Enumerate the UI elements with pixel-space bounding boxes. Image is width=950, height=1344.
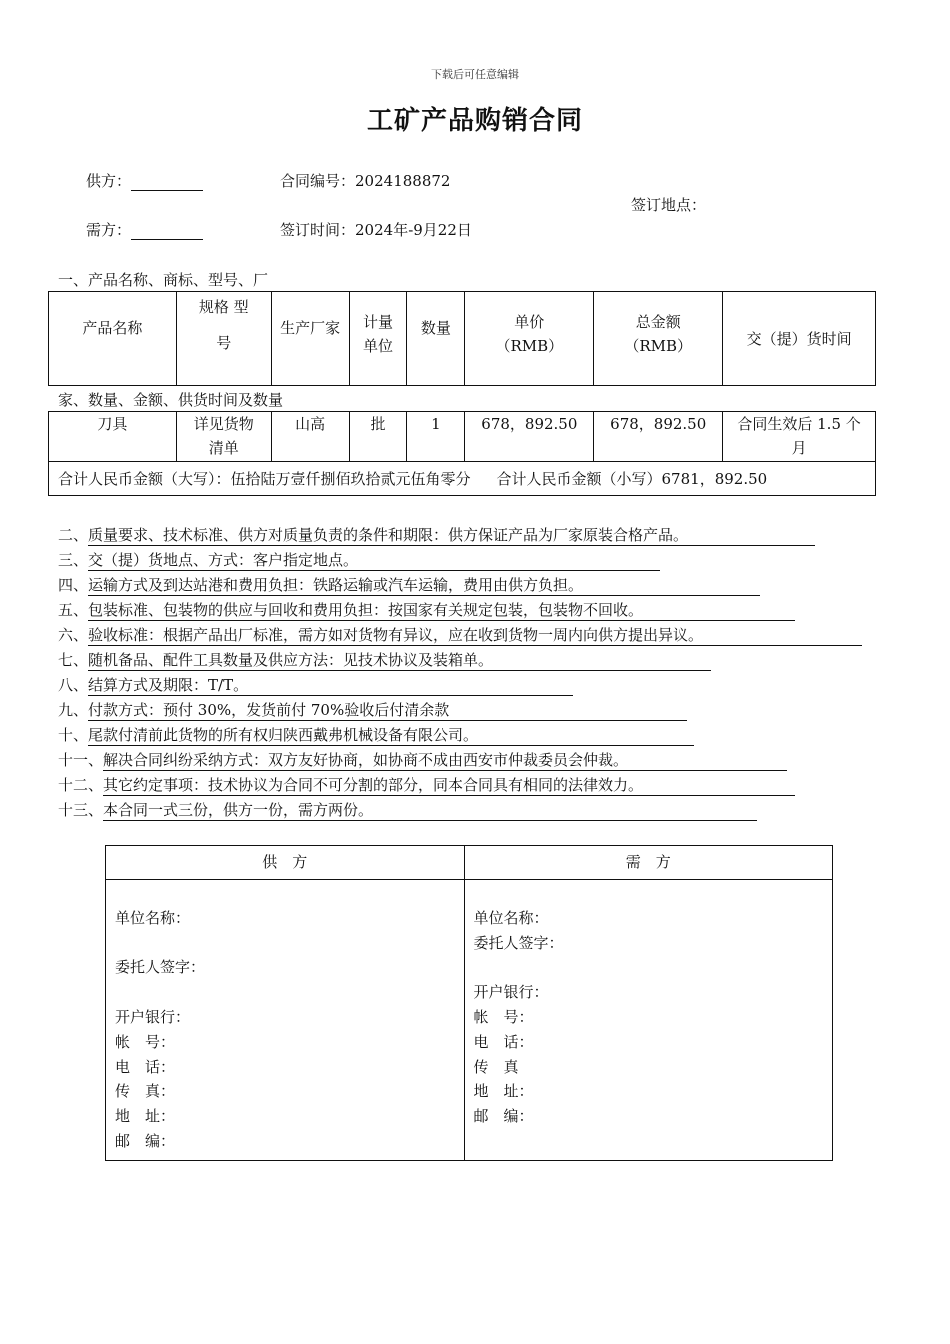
table-row [49, 412, 876, 462]
signature-field: 邮 编： [115, 1131, 176, 1150]
clause-number: 十、 [58, 726, 89, 744]
clause-number: 十二、 [58, 776, 104, 794]
clause-item [58, 524, 815, 546]
supplier-blank[interactable] [131, 176, 203, 191]
signature-field [115, 931, 455, 956]
clause-number: 十一、 [58, 751, 104, 769]
cell-qty: 1 [407, 412, 465, 462]
clause-number: 十三、 [58, 801, 104, 819]
clause-text: 本合同一式三份，供方一份，需方两份。 [103, 800, 757, 821]
signature-field: 开户银行： [115, 1007, 191, 1026]
supplier-fields [106, 879, 465, 1160]
total-lower: 合计人民币金额（小写）6781，892.50 [496, 469, 768, 488]
signature-table [105, 845, 833, 1161]
signature-field: 传 真 [473, 1057, 519, 1076]
cell-product-name: 刀具 [49, 412, 177, 462]
contract-title: 工矿产品购销合同 [366, 106, 583, 136]
signature-field: 单位名称： [115, 908, 191, 927]
header-total: 总金额 （RMB） [594, 292, 723, 386]
signature-field: 帐 号： [115, 1032, 176, 1051]
supplier-header: 供 方 [106, 846, 465, 880]
clause-item [58, 724, 694, 746]
signature-field: 电 话： [473, 1032, 534, 1051]
clause-number: 七、 [58, 651, 89, 669]
clause-text: 结算方式及期限：T/T。 [88, 675, 573, 696]
clause-number: 二、 [58, 526, 89, 544]
header-maker: 生产厂家 [271, 292, 349, 386]
clause-number: 五、 [58, 601, 89, 619]
product-table-data [48, 411, 876, 496]
signature-field: 地 址： [473, 1082, 534, 1101]
header-note: 下载后可任意编辑 [431, 68, 519, 81]
cell-total-amount [49, 462, 876, 496]
header-qty: 数量 [407, 292, 465, 386]
clause-item [58, 799, 757, 821]
clause-item [58, 574, 760, 596]
cell-total: 678，892.50 [594, 412, 723, 462]
clause-item [58, 699, 687, 721]
header-unit: 计量 单位 [349, 292, 407, 386]
signature-field: 委托人签字： [473, 933, 564, 952]
sign-time-line [280, 219, 472, 240]
cell-price: 678，892.50 [465, 412, 594, 462]
clause-text: 质量要求、技术标准、供方对质量负责的条件和期限：供方保证产品为厂家原装合格产品。 [88, 525, 815, 546]
clause-item [58, 749, 787, 771]
buyer-line [86, 219, 203, 240]
signature-field: 邮 编： [473, 1107, 534, 1126]
contract-no-value: 2024188872 [355, 172, 451, 190]
cell-unit: 批 [349, 412, 407, 462]
clause-text: 包装标准、包装物的供应与回收和费用负担：按国家有关规定包装，包装物不回收。 [88, 600, 795, 621]
cell-maker: 山高 [271, 412, 349, 462]
signature-field: 开户银行： [473, 983, 549, 1002]
clause-text: 付款方式：预付 30%，发货前付 70%验收后付清余款 [88, 700, 687, 721]
cell-delivery: 合同生效后 1.5 个 月 [723, 412, 876, 462]
cell-spec: 详见货物 清单 [176, 412, 271, 462]
supplier-label: 供方： [86, 172, 132, 190]
clause-number: 八、 [58, 676, 89, 694]
clause-text: 随机备品、配件工具数量及供应方法：见技术协议及装箱单。 [88, 650, 711, 671]
sign-time-value: 2024年-9月22日 [355, 221, 472, 239]
signature-field: 单位名称： [473, 908, 549, 927]
header-delivery: 交（提）货时间 [723, 292, 876, 386]
clause-item [58, 599, 795, 621]
header-price: 单价 （RMB） [465, 292, 594, 386]
sign-place-label: 签订地点： [631, 196, 707, 214]
signature-field: 委托人签字： [115, 958, 206, 977]
signature-field: 帐 号： [473, 1007, 534, 1026]
supplier-line [86, 170, 203, 191]
buyer-blank[interactable] [131, 225, 203, 240]
clause-item [58, 674, 573, 696]
section1-title: 一、产品名称、商标、型号、厂 [58, 271, 269, 289]
clause-text: 运输方式及到达站港和费用负担：铁路运输或汽车运输，费用由供方负担。 [88, 575, 760, 596]
signature-field: 电 话： [115, 1057, 176, 1076]
total-row [49, 462, 876, 496]
buyer-fields [464, 879, 833, 1160]
clause-text: 交（提）货地点、方式：客户指定地点。 [88, 550, 660, 571]
clause-text: 验收标准：根据产品出厂标准，需方如对货物有异议，应在收到货物一周内向供方提出异议。 [88, 625, 862, 646]
signature-field [115, 980, 455, 1005]
clause-item [58, 649, 711, 671]
clause-number: 四、 [58, 576, 89, 594]
signature-field: 地 址： [115, 1107, 176, 1126]
clause-number: 九、 [58, 701, 89, 719]
clause-number: 三、 [58, 551, 89, 569]
header-spec: 规格 型 号 [176, 292, 271, 386]
header-product-name: 产品名称 [49, 292, 177, 386]
clause-item [58, 624, 862, 646]
buyer-label: 需方： [86, 221, 132, 239]
clause-item [58, 774, 795, 796]
clause-text: 解决合同纠纷采纳方式：双方友好协商，如协商不成由西安市仲裁委员会仲裁。 [103, 750, 787, 771]
sign-time-label: 签订时间： [280, 221, 356, 239]
total-upper: 合计人民币金额（大写）：伍拾陆万壹仟捌佰玖拾贰元伍角零分 [58, 469, 471, 488]
product-table-header [48, 291, 876, 386]
contract-no-line [280, 170, 450, 191]
signature-field [474, 955, 824, 980]
signature-field: 传 真： [115, 1082, 176, 1101]
contract-no-label: 合同编号： [280, 172, 356, 190]
clause-text: 尾款付清前此货物的所有权归陕西戴弗机械设备有限公司。 [88, 725, 694, 746]
clause-item [58, 549, 660, 571]
buyer-header: 需 方 [464, 846, 833, 880]
clause-number: 六、 [58, 626, 89, 644]
clause-text: 其它约定事项：技术协议为合同不可分割的部分，同本合同具有相同的法律效力。 [103, 775, 795, 796]
section1-continued: 家、数量、金额、供货时间及数量 [58, 391, 284, 409]
